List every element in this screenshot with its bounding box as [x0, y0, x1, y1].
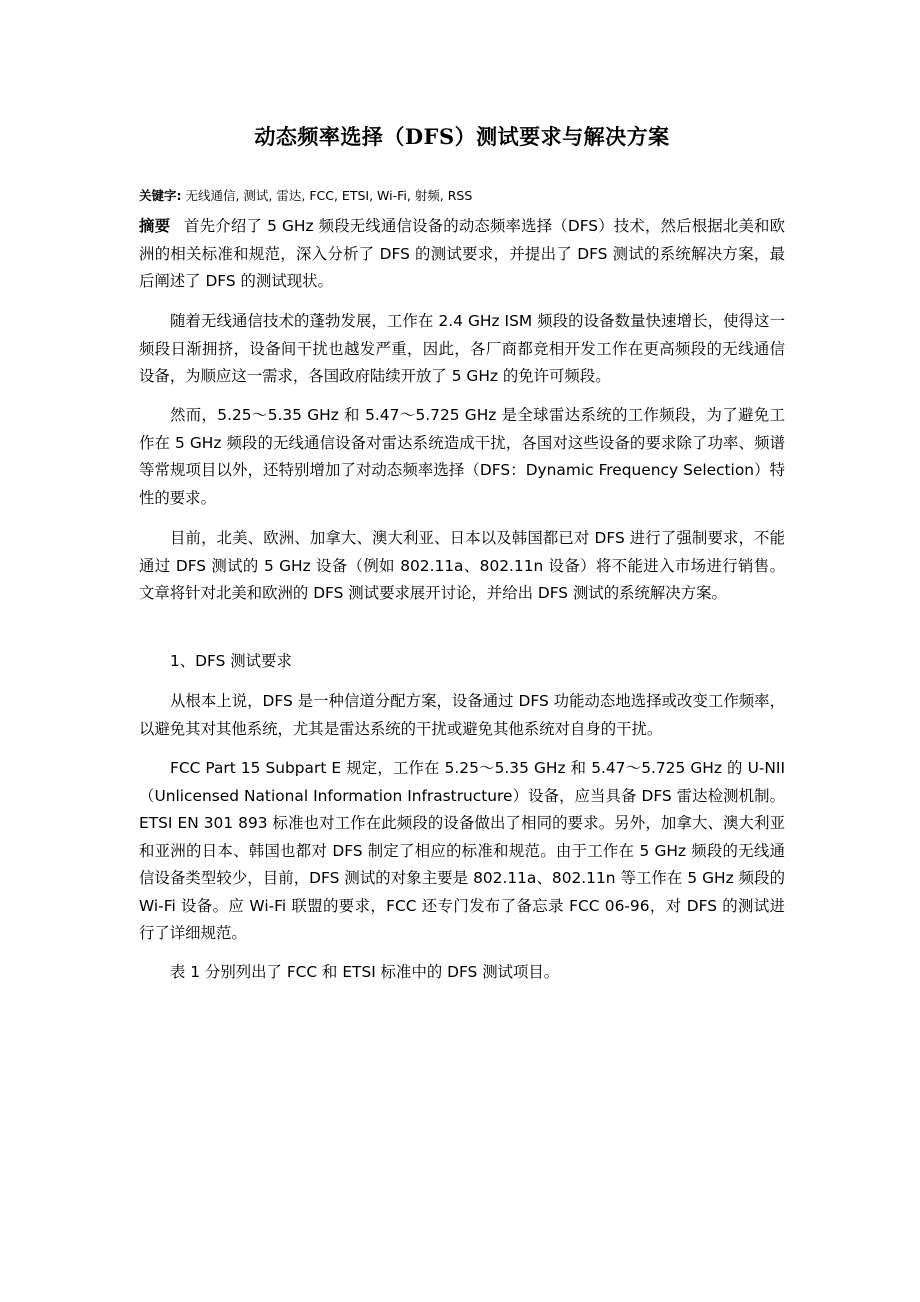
keywords-line: [139, 186, 472, 204]
body-paragraph-5: FCC Part 15 Subpart E 规定，工作在 5.25～5.35 GHz 和 5.47～5.725 GHz 的 U-NII（Unlicensed National Information Infrastructure）设备，应当具备 DFS 雷达检测机制。ETSI EN 301 893 标准也对工作在此频段的设备做出了相同的要求。另外，加拿大、澳大利亚和亚洲的日本、韩国也都对 DFS 制定了相应的标准和规范。由于工作在 5 GHz 频段的无线通信设备类型较少，目前，DFS 测试的对象主要是 802.11a、802.11n 等工作在 5 GHz 频段的 Wi-Fi 设备。应 Wi-Fi 联盟的要求，FCC 还专门发布了备忘录 FCC 06-96，对 DFS 的测试进行了详细规范。: [139, 759, 785, 942]
keywords-text: 无线通信, 测试, 雷达, FCC, ETSI, Wi-Fi, 射频, RSS: [185, 188, 473, 203]
body-paragraph-1: 随着无线通信技术的蓬勃发展，工作在 2.4 GHz ISM 频段的设备数量快速增长，使得这一频段日渐拥挤，设备间干扰也越发严重，因此，各厂商都竞相开发工作在更高频段的无线通信设备，为顺应这一需求，各国政府陆续开放了 5 GHz 的免许可频段。: [139, 312, 785, 385]
body-paragraph-3: 目前，北美、欧洲、加拿大、澳大利亚、日本以及韩国都已对 DFS 进行了强制要求，不能通过 DFS 测试的 5 GHz 设备（例如 802.11a、802.11n 设备）将不能进入市场进行销售。文章将针对北美和欧洲的 DFS 测试要求展开讨论，并给出 DFS 测试的系统解决方案。: [139, 529, 785, 602]
abstract-text: 首先介绍了 5 GHz 频段无线通信设备的动态频率选择（DFS）技术，然后根据北美和欧洲的相关标准和规范，深入分析了 DFS 的测试要求，并提出了 DFS 测试的系统解决方案，最后阐述了 DFS 的测试现状。: [139, 217, 785, 290]
keywords-label: 关键字:: [139, 188, 182, 203]
body-paragraph-4: 从根本上说，DFS 是一种信道分配方案，设备通过 DFS 功能动态地选择或改变工作频率，以避免其对其他系统，尤其是雷达系统的干扰或避免其他系统对自身的干扰。: [139, 692, 785, 738]
section-heading: 1、DFS 测试要求: [170, 652, 292, 670]
body-paragraph-6: 表 1 分别列出了 FCC 和 ETSI 标准中的 DFS 测试项目。: [170, 963, 560, 981]
abstract-label: 摘要: [139, 217, 171, 235]
abstract-paragraph: [139, 213, 785, 296]
document-title: 动态频率选择（DFS）测试要求与解决方案: [254, 124, 670, 149]
body-paragraph-2: 然而，5.25～5.35 GHz 和 5.47～5.725 GHz 是全球雷达系统的工作频段，为了避免工作在 5 GHz 频段的无线通信设备对雷达系统造成干扰，各国对这些设备的要求除了功率、频谱等常规项目以外，还特别增加了对动态频率选择（DFS：Dynamic Frequency Selection）特性的要求。: [139, 406, 785, 507]
